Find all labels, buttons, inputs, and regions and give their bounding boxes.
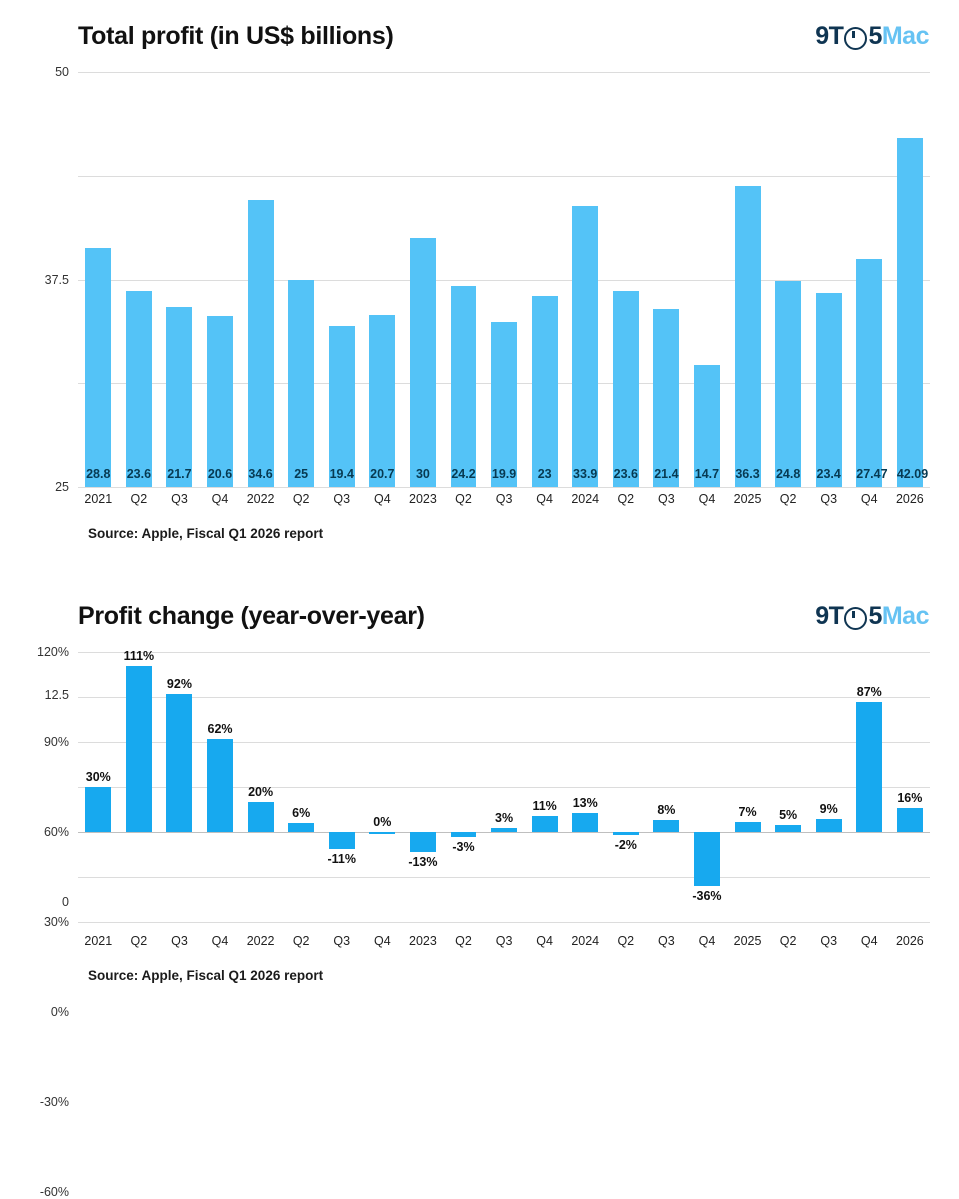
chart1-bar-slot: [524, 72, 565, 487]
bar-value-label: -13%: [408, 854, 438, 869]
chart2-bar-slot: [768, 652, 809, 922]
bar: [166, 694, 192, 832]
chart2-bar-slot: [484, 652, 525, 922]
chart1-title: Total profit (in US$ billions): [78, 22, 394, 50]
bar-value-label: 23: [537, 467, 552, 481]
bar: [410, 238, 436, 487]
bar-value-label: 30: [415, 467, 430, 481]
chart1-bar-slot: [321, 72, 362, 487]
bar-value-label: 23.6: [613, 467, 638, 481]
bar-value-label: 36.3: [735, 467, 760, 481]
chart2-x-tick-label: 2022: [246, 934, 275, 948]
chart1-x-tick-label: Q4: [536, 492, 553, 506]
chart1-x-tick-label: 2021: [84, 492, 113, 506]
bar: [694, 365, 720, 487]
chart2-x-tick-label: 2026: [895, 934, 924, 948]
bar-value-label: 9%: [819, 801, 838, 816]
chart1-y-tick-label: 0: [62, 895, 69, 909]
chart2-x-tick-label: Q4: [860, 934, 878, 948]
chart2-y-tick-label: -30%: [39, 1095, 69, 1109]
bar: [288, 823, 314, 832]
chart1-bar-slot: [727, 72, 768, 487]
chart2-x-tick-label: Q2: [292, 934, 310, 948]
bar-value-label: -3%: [452, 839, 475, 854]
bar-value-label: 34.6: [248, 467, 273, 481]
logo-suffix: Mac: [881, 602, 929, 630]
chart2-x-tick-label: Q3: [171, 934, 188, 948]
bar: [572, 206, 598, 487]
profit-change-chart: [0, 580, 959, 1199]
chart1-x-tick-label: Q3: [495, 492, 513, 506]
bar-value-label: 0%: [373, 815, 392, 829]
chart2-x-tick-label: 2021: [84, 934, 113, 948]
chart1-x-tick-label: 2024: [571, 492, 600, 506]
logo-prefix: 9T: [815, 602, 844, 630]
bar-value-label: -2%: [614, 838, 637, 852]
chart1-x-tick-label: Q2: [617, 492, 635, 506]
chart2-x-tick-label: Q2: [779, 934, 797, 948]
bar-value-label: 6%: [292, 806, 311, 820]
bar: [735, 186, 761, 487]
bar: [775, 281, 801, 487]
chart1-bar-slot: [606, 72, 647, 487]
chart2-x-tick-label: Q3: [820, 934, 838, 948]
bar: [329, 832, 355, 849]
bar-value-label: 24.2: [451, 467, 476, 481]
chart2-y-tick-label: -60%: [39, 1185, 69, 1199]
chart2-bar-slot: [78, 652, 119, 922]
chart1-y-tick-label: 37.5: [44, 272, 69, 287]
clock-icon: [844, 607, 867, 630]
chart1-bar-slot: [281, 72, 322, 487]
bar: [735, 822, 761, 833]
bar: [613, 832, 639, 835]
bar: [572, 813, 598, 833]
chart2-bar-slot: [646, 652, 687, 922]
bar-value-label: 11%: [532, 798, 557, 813]
bar: [288, 280, 314, 488]
logo-middle: 5: [868, 22, 882, 50]
chart1-x-tick-label: 2022: [246, 492, 275, 506]
bar-value-label: 25: [294, 467, 309, 481]
bar: [491, 322, 517, 487]
chart2-bar-slot: [240, 652, 281, 922]
chart2-x-tick-label: 2025: [733, 934, 762, 948]
chart1-x-tick-label: Q4: [373, 492, 391, 506]
chart1-bar-slot: [646, 72, 687, 487]
chart2-bar-slot: [362, 652, 403, 922]
bar: [653, 309, 679, 487]
chart1-header: [0, 0, 959, 56]
chart2-bar-slot: [808, 652, 849, 922]
chart1-bar-slot: [687, 72, 728, 487]
bar: [369, 832, 395, 834]
chart1-bar-slot: [890, 72, 931, 487]
bar: [126, 291, 152, 487]
chart1-x-tick-label: Q3: [171, 492, 188, 506]
chart1-x-tick-label: Q3: [820, 492, 838, 506]
chart2-x-tick-label: Q2: [455, 934, 472, 948]
chart1-x-tick-label: 2025: [733, 492, 762, 506]
bar-value-label: 14.7: [694, 467, 720, 481]
bar-value-label: 87%: [856, 684, 882, 699]
chart2-bar-slot: [321, 652, 362, 922]
chart2-x-tick-label: Q4: [373, 934, 391, 948]
chart1-x-tick-label: Q4: [860, 492, 878, 506]
bar-value-label: 21.7: [167, 467, 192, 481]
chart1-bar-slot: [768, 72, 809, 487]
chart2-title: Profit change (year-over-year): [78, 602, 425, 630]
bar: [451, 832, 477, 837]
bar: [816, 293, 842, 487]
bar-value-label: 19.4: [329, 467, 354, 481]
chart1-bar-slot: [119, 72, 160, 487]
bar: [897, 808, 923, 832]
bar-value-label: 20.6: [207, 467, 233, 481]
bar: [653, 820, 679, 832]
bar-value-label: 20%: [248, 785, 274, 799]
chart1-x-tick-label: 2023: [409, 492, 437, 506]
chart1-bar-slot: [443, 72, 484, 487]
chart2-bar-slot: [119, 648, 160, 922]
chart2-bar-slot: [443, 652, 484, 922]
chart1-bar-slot: [78, 72, 119, 487]
bar: [532, 296, 558, 487]
bar-value-label: 27.47: [856, 467, 888, 481]
bar-value-label: 23.4: [816, 467, 841, 481]
bar-value-label: 13%: [572, 795, 598, 810]
chart1-y-tick-label: 50: [55, 65, 69, 79]
bar-value-label: 19.9: [491, 467, 517, 481]
chart2-bar-slot: [849, 652, 890, 922]
bar-value-label: 5%: [779, 807, 798, 822]
chart2-bar-slot: [524, 652, 565, 922]
chart1-bar-slot: [362, 72, 403, 487]
bar-value-label: 33.9: [573, 467, 598, 481]
chart2-x-tick-label: Q2: [130, 934, 148, 948]
chart1-x-axis: [78, 492, 930, 506]
bar-value-label: 111%: [123, 648, 155, 663]
bar: [248, 802, 274, 832]
chart1-y-tick-label: 25: [55, 480, 69, 494]
chart2-bar-slot: [606, 652, 647, 922]
chart1-x-tick-label: Q2: [455, 492, 472, 506]
clock-icon: [844, 27, 867, 50]
bar: [694, 832, 720, 886]
chart2-x-tick-label: Q3: [333, 934, 351, 948]
bar: [329, 326, 355, 487]
bar-value-label: 20.7: [370, 467, 395, 481]
bar: [248, 200, 274, 487]
bar: [491, 828, 517, 833]
chart2-x-tick-label: Q4: [536, 934, 553, 948]
chart1-x-tick-label: 2026: [895, 492, 924, 506]
bar: [775, 825, 801, 833]
logo-prefix: 9T: [815, 22, 844, 50]
chart1-bar-slot: [240, 72, 281, 487]
bar: [451, 286, 477, 487]
chart2-y-tick-label: 120%: [37, 645, 69, 659]
chart1-x-tick-label: Q3: [658, 492, 675, 506]
bar: [85, 248, 111, 487]
logo-middle: 5: [868, 602, 882, 630]
site-logo: [815, 22, 929, 51]
chart1-bar-slot: [849, 72, 890, 487]
chart2-y-tick-label: 30%: [43, 915, 69, 929]
chart2-source-note: Source: Apple, Fiscal Q1 2026 report: [88, 968, 324, 983]
bar-value-label: 8%: [657, 803, 676, 817]
chart1-bar-slot: [200, 72, 241, 487]
chart1-x-tick-label: Q2: [779, 492, 797, 506]
chart2-bar-slot: [890, 652, 931, 922]
bar: [532, 816, 558, 833]
chart2-y-tick-label: 90%: [43, 735, 69, 749]
chart2-header: [0, 580, 959, 636]
chart2-x-tick-label: Q3: [495, 934, 513, 948]
chart2-bar-slot: [281, 652, 322, 922]
bar-value-label: -11%: [327, 851, 356, 866]
chart1-source-note: Source: Apple, Fiscal Q1 2026 report: [88, 526, 324, 541]
bar-value-label: -36%: [692, 889, 722, 903]
bar-value-label: 24.8: [775, 467, 801, 481]
bar: [613, 291, 639, 487]
bar-value-label: 30%: [85, 770, 111, 784]
chart2-y-tick-label: 0%: [50, 1005, 69, 1019]
chart2-bar-slot: [159, 652, 200, 922]
chart1-bars: [78, 72, 930, 487]
bar: [369, 315, 395, 487]
bar-value-label: 92%: [166, 677, 192, 691]
bar-value-label: 23.6: [126, 467, 152, 481]
chart2-bar-slot: [200, 652, 241, 922]
chart2-bars: [78, 648, 930, 922]
chart2-x-tick-label: Q4: [698, 934, 716, 948]
chart1-x-tick-label: Q4: [211, 492, 229, 506]
site-logo-2: [815, 602, 929, 631]
bar-value-label: 16%: [897, 791, 923, 805]
bar-value-label: 42.09: [896, 467, 929, 481]
chart2-bar-slot: [565, 652, 606, 922]
bar: [85, 787, 111, 832]
bar: [126, 666, 152, 833]
chart1-x-tick-label: Q4: [698, 492, 716, 506]
bar-value-label: 7%: [738, 804, 757, 819]
chart2-bar-slot: [727, 652, 768, 922]
bar-value-label: 21.4: [654, 467, 679, 481]
chart1-y-tick-label: 12.5: [44, 687, 69, 702]
bar-value-label: 62%: [207, 722, 233, 736]
chart2-bar-slot: [403, 652, 444, 922]
bar: [166, 307, 192, 487]
bar: [207, 316, 233, 487]
bar: [410, 832, 436, 852]
bar: [896, 138, 929, 487]
chart1-bar-slot: [808, 72, 849, 487]
chart1-bar-slot: [565, 72, 606, 487]
bar: [207, 739, 233, 832]
logo-suffix: Mac: [881, 22, 929, 50]
chart1-bar-slot: [403, 72, 444, 487]
chart2-x-tick-label: Q3: [658, 934, 675, 948]
bar-value-label: 28.8: [86, 467, 111, 481]
chart1-x-tick-label: Q2: [130, 492, 148, 506]
chart2-bar-slot: [687, 652, 728, 922]
chart1-x-tick-label: Q2: [292, 492, 310, 506]
bar-value-label: 3%: [495, 810, 514, 825]
chart2-x-tick-label: Q4: [211, 934, 229, 948]
chart2-x-axis: [78, 934, 930, 948]
chart1-bar-slot: [159, 72, 200, 487]
chart2-x-tick-label: Q2: [617, 934, 635, 948]
chart2-x-tick-label: 2024: [571, 934, 600, 948]
chart1-bar-slot: [484, 72, 525, 487]
bar: [816, 819, 842, 833]
chart2-y-tick-label: 60%: [43, 825, 69, 839]
bar: [856, 702, 882, 833]
chart1-x-tick-label: Q3: [333, 492, 351, 506]
chart2-x-tick-label: 2023: [409, 934, 437, 948]
bar: [856, 259, 888, 487]
